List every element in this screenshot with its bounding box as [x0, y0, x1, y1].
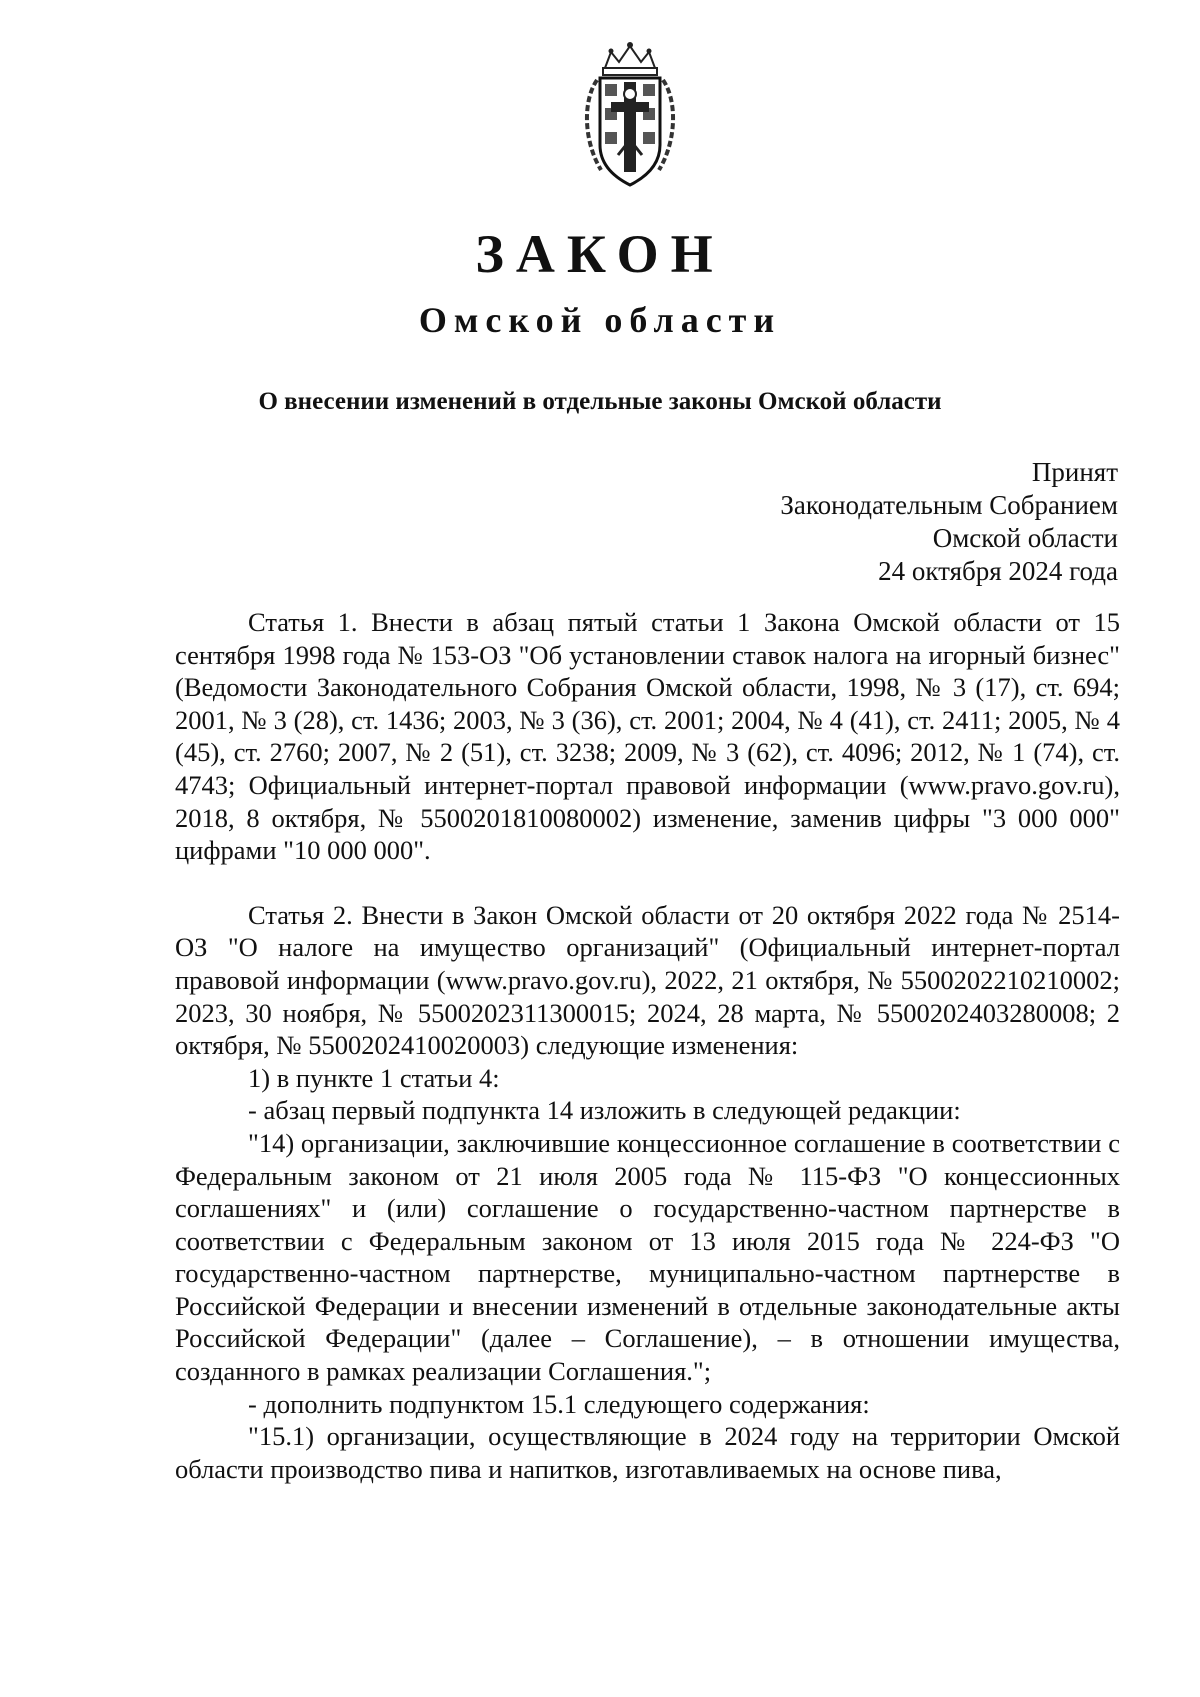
- adoption-line: Омской области: [932, 523, 1118, 553]
- adoption-block: [518, 456, 1118, 588]
- adoption-line: Законодательным Собранием: [780, 490, 1118, 520]
- clause-paragraph: - абзац первый подпункта 14 изложить в следующей редакции:: [248, 1095, 961, 1126]
- adoption-line: Принят: [1031, 457, 1118, 487]
- adoption-date: 24 октября 2024 года: [878, 556, 1118, 586]
- coat-of-arms-icon: [575, 40, 685, 190]
- document-body: [175, 606, 1120, 1485]
- clause-paragraph: - дополнить подпунктом 15.1 следующего содержания:: [248, 1388, 870, 1419]
- document-type: ЗАКОН: [475, 224, 725, 284]
- issuing-region: Омской области: [418, 300, 782, 340]
- quoted-amendment-paragraph: "14) организации, заключившие концессионное соглашение в соответствии с Федеральным законом от 21 июля 2005 года № 115-ФЗ "О концессионных соглашениях" и (или) соглашение о государственно-частном партнерстве в соответствии с Федеральным законом от 13 июля 2015 года № 224-ФЗ "О государственно-частном партнерстве, муниципально-частном партнерстве в Российской Федерации и внесении изменений в отдельные законодательные акты Российской Федерации" (далее – Соглашение), – в отношении имущества, созданного в рамках реализации Соглашения.";: [175, 1127, 1120, 1387]
- clause-paragraph: 1) в пункте 1 статьи 4:: [248, 1062, 500, 1093]
- article-1-paragraph: Статья 1. Внести в абзац пятый статьи 1 Закона Омской области от 15 сентября 1998 года № 153-ОЗ "Об установлении ставок налога на игорный бизнес" (Ведомости Законодательного Собрания Омской области, 1998, № 3 (17), ст. 694; 2001, № 3 (28), ст. 1436; 2003, № 3 (36), ст. 2001; 2004, № 4 (41), ст. 2411; 2005, № 4 (45), ст. 2760; 2007, № 2 (51), ст. 3238; 2009, № 3 (62), ст. 4096; 2012, № 1 (74), ст. 4743; Официальный интернет-портал правовой информации (www.pravo.gov.ru), 2018, 8 октября, № 5500201810080002) изменение, заменив цифры "3 000 000" цифрами "10 000 000".: [175, 607, 1120, 866]
- quoted-amendment-paragraph: "15.1) организации, осуществляющие в 2024 году на территории Омской области производство пива и напитков, изготавливаемых на основе пива,: [175, 1421, 1120, 1484]
- law-title: О внесении изменений в отдельные законы Омской области: [258, 388, 942, 415]
- article-2-paragraph: Статья 2. Внести в Закон Омской области от 20 октября 2022 года № 2514-ОЗ "О налоге на имущество организаций" (Официальный интернет-портал правовой информации (www.pravo.gov.ru), 2022, 21 октября, № 5500202210210002; 2023, 30 ноября, № 5500202311300015; 2024, 28 марта, № 5500202403280008; 2 октября, № 5500202410020003) следующие изменения:: [175, 899, 1120, 1061]
